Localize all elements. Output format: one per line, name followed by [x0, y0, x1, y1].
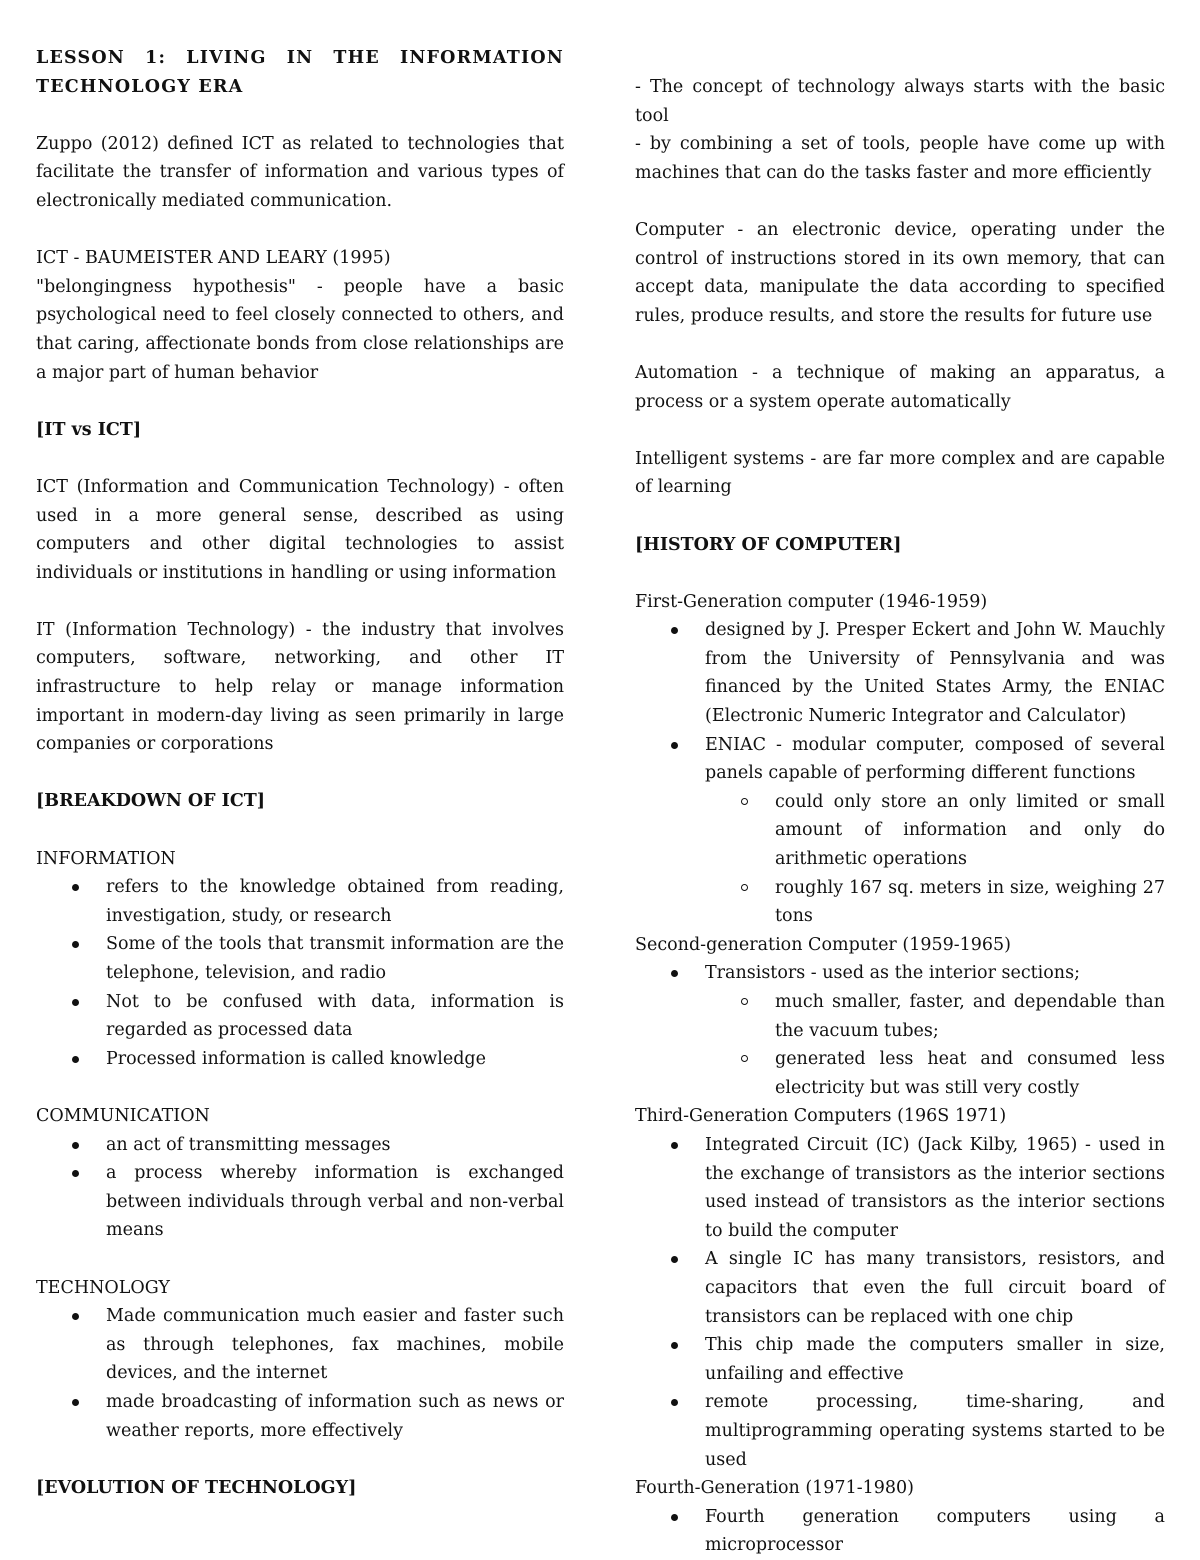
information-label: INFORMATION [36, 848, 176, 869]
list-item: designed by J. Presper Eckert and John W. Mauchly from the University of Pennsylvania and was financed by the United States Army, the ENIAC (Electronic Numeric Integrator and Calculator) [635, 616, 1165, 730]
eniac-sublist [635, 788, 1165, 931]
list-item-text: Transistors - used as the interior sections; [705, 963, 1080, 984]
list-item: made broadcasting of information such as news or weather reports, more effectively [36, 1388, 564, 1445]
automation-definition: Automation - a technique of making an apparatus, a process or a system operate automatically [635, 362, 1165, 412]
sub-list-item: roughly 167 sq. meters in size, weighing 27 tons [705, 874, 1165, 931]
fourth-generation-label: Fourth-Generation (1971-1980) [635, 1478, 914, 1499]
communication-label: COMMUNICATION [36, 1105, 210, 1126]
sub-list-item: generated less heat and consumed less electricity but was still very costly [705, 1045, 1165, 1102]
sub-list-item: much smaller, faster, and dependable than the vacuum tubes; [705, 988, 1165, 1045]
belongingness-hypothesis: "belongingness hypothesis" - people have a basic psychological need to feel closely connected to others, and that caring, affectionate bonds from close relationships are a major part of human behavior [36, 276, 564, 383]
information-list [36, 873, 564, 1073]
list-item [635, 959, 1165, 1102]
technology-concept-1: - The concept of technology always starts with the basic tool [635, 77, 1165, 126]
it-vs-ict-heading: [IT vs ICT] [36, 419, 142, 440]
list-item: Not to be confused with data, information is regarded as processed data [36, 988, 564, 1045]
list-item: remote processing, time-sharing, and multiprogramming operating systems started to be used [635, 1388, 1165, 1474]
technology-list [36, 1302, 564, 1445]
ict-definition: ICT (Information and Communication Technology) - often used in a more general sense, described as using computers and other digital technologies to assist individuals or institutions in handling or using information [36, 476, 564, 583]
sub-list-item: could only store an only limited or small amount of information and only do arithmetic operations [705, 788, 1165, 874]
list-item: an act of transmitting messages [36, 1131, 564, 1160]
third-generation-list [635, 1131, 1165, 1474]
second-generation-list [635, 959, 1165, 1102]
list-item: refers to the knowledge obtained from reading, investigation, study, or research [36, 873, 564, 930]
communication-list [36, 1131, 564, 1245]
breakdown-heading: [BREAKDOWN OF ICT] [36, 791, 266, 812]
list-item: A single IC has many transistors, resistors, and capacitors that even the full circuit board of transistors can be replaced with one chip [635, 1245, 1165, 1331]
list-item: Some of the tools that transmit information are the telephone, television, and radio [36, 930, 564, 987]
list-item: Fourth generation computers using a microprocessor [635, 1503, 1165, 1560]
left-column [36, 44, 564, 1502]
list-item: Processed information is called knowledge [36, 1045, 564, 1074]
list-item: a process whereby information is exchanged between individuals through verbal and non-verbal means [36, 1159, 564, 1245]
third-generation-label: Third-Generation Computers (196S 1971) [635, 1106, 1007, 1127]
right-column [635, 73, 1165, 1560]
second-generation-label: Second-generation Computer (1959-1965) [635, 934, 1012, 955]
ict-baumeister-heading: ICT - BAUMEISTER AND LEARY (1995) [36, 248, 391, 269]
technology-label: TECHNOLOGY [36, 1277, 170, 1298]
zuppo-definition: Zuppo (2012) defined ICT as related to technologies that facilitate the transfer of information and various types of electronically mediated communication. [36, 133, 564, 211]
it-definition: IT (Information Technology) - the industry that involves computers, software, networking, and other IT infrastructure to help relay or manage information important in modern-day living as seen primarily in large companies or corporations [36, 619, 564, 755]
computer-definition: Computer - an electronic device, operating under the control of instructions stored in its own memory, that can accept data, manipulate the data according to specified rules, produce results, and store the results for future use [635, 219, 1165, 326]
history-heading: [HISTORY OF COMPUTER] [635, 534, 902, 555]
intelligent-systems-definition: Intelligent systems - are far more complex and are capable of learning [635, 448, 1165, 498]
technology-concept-2: - by combining a set of tools, people have come up with machines that can do the tasks faster and more efficiently [635, 134, 1165, 183]
list-item: Integrated Circuit (IC) (Jack Kilby, 1965) - used in the exchange of transistors as the interior sections used instead of transistors as the interior sections to build the computer [635, 1131, 1165, 1245]
transistors-sublist [635, 988, 1165, 1102]
list-item: Made communication much easier and faster such as through telephones, fax machines, mobile devices, and the internet [36, 1302, 564, 1388]
lesson-title: LESSON 1: LIVING IN THE INFORMATION TECHNOLOGY ERA [36, 48, 564, 97]
list-item: This chip made the computers smaller in size, unfailing and effective [635, 1331, 1165, 1388]
first-generation-label: First-Generation computer (1946-1959) [635, 591, 988, 612]
fourth-generation-list [635, 1503, 1165, 1560]
list-item-text: ENIAC - modular computer, composed of several panels capable of performing different functions [705, 734, 1165, 784]
first-generation-list [635, 616, 1165, 931]
evolution-heading: [EVOLUTION OF TECHNOLOGY] [36, 1477, 357, 1498]
list-item [635, 731, 1165, 931]
